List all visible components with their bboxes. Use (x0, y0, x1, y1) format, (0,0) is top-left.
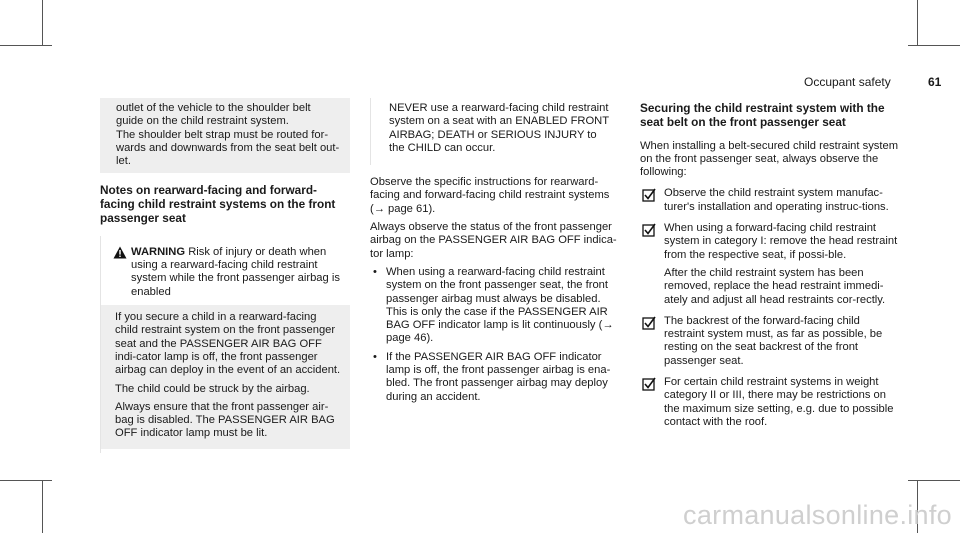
body-text (370, 176, 622, 404)
crop-mark (42, 0, 43, 46)
intro-text: When installing a belt-secured child restraint system on the front passenger seat, always observe the following: (640, 139, 899, 179)
warning-continued (370, 98, 622, 165)
checkbox-checked-icon (642, 316, 656, 330)
paragraph: Observe the specific instructions for rearward-facing and forward-facing child restraint systems (→ page 61). (370, 176, 610, 215)
checklist-item (640, 376, 902, 429)
list-item (370, 266, 622, 346)
checkbox-checked-icon (642, 377, 656, 391)
section-heading: Notes on rearward-facing and forward-facing child restraint systems on the front passenger seat (100, 183, 336, 226)
continued-instruction (100, 98, 350, 173)
checklist-text: When using a forward-facing child restraint system in category I: remove the head restraint from the respective seat, if possi-ble. (664, 222, 898, 261)
column-middle (370, 98, 622, 409)
continued-text: The shoulder belt strap must be routed for-wards and downwards from the seat belt out-let. (116, 128, 340, 168)
crop-mark (908, 480, 960, 481)
warning-paragraph: Always ensure that the front passenger air-bag is disabled. The PASSENGER AIR BAG OFF indicator lamp must be lit. (115, 400, 335, 440)
crop-mark (0, 45, 52, 46)
column-left (100, 98, 350, 453)
checklist-text: The backrest of the forward-facing child restraint system must, as far as possible, be resting on the seat backrest of the front passenger seat. (664, 314, 883, 367)
list-item (370, 351, 622, 404)
list-item-text: If the PASSENGER AIR BAG OFF indicator lamp is off, the front passenger airbag is ena-bled. The front passenger airbag may deploy during an accident. (386, 350, 611, 403)
crop-mark (917, 0, 918, 46)
warning-header (101, 236, 350, 305)
paragraph: Always observe the status of the front passenger airbag on the PASSENGER AIR BAG OFF indica-tor lamp: (370, 221, 617, 260)
checkbox-checked-icon (642, 188, 656, 202)
crop-mark (908, 45, 960, 46)
checklist-text: For certain child restraint systems in weight category II or III, there may be restrictions on the maximum size setting, e.g. due to possible contact with the roof. (664, 376, 894, 428)
bullet-list (370, 266, 622, 404)
watermark: carmanualsonline.info (683, 500, 952, 530)
bullet-icon: • (373, 265, 377, 278)
warning-body (101, 305, 350, 449)
crop-mark (42, 480, 43, 533)
list-item-text: When using a rearward-facing child restraint system on the front passenger seat, the front passenger airbag must always be disabled. This is only the case if the PASSENGER AIR BAG OFF indicator lamp is lit continuously (→ page 46). (386, 265, 614, 345)
checklist-item (640, 315, 902, 368)
section-heading: Securing the child restraint system with the seat belt on the front passenger seat (640, 101, 885, 129)
checklist-text: Observe the child restraint system manufac-turer's installation and operating instruc-tions. (664, 187, 889, 213)
section-title: Occupant safety (804, 75, 891, 89)
warning-box (100, 236, 350, 453)
continued-text: outlet of the vehicle to the shoulder belt guide on the child restraint system. (116, 102, 311, 128)
warning-paragraph: If you secure a child in a rearward-facing child restraint system on the front passenger seat and the PASSENGER AIR BAG OFF indi-cator lamp is off, the front passenger airbag can deploy in the event of an accident. (115, 311, 341, 377)
checkbox-checked-icon (642, 223, 656, 237)
checklist-item (640, 222, 902, 307)
warning-lead (131, 246, 342, 299)
checklist-text: After the child restraint system has been removed, replace the head restraint immedi-ately and adjust all head restraints cor-rectly. (664, 266, 886, 306)
warning-paragraph: The child could be struck by the airbag. (115, 382, 310, 395)
bullet-icon: • (373, 350, 377, 363)
intro (640, 140, 902, 180)
warning-continued-text: NEVER use a rearward-facing child restraint system on a seat with an ENABLED FRONT AIRBAG; DEATH or SERIOUS INJURY to the CHILD can occur. (389, 102, 609, 154)
page-number: 61 (928, 75, 942, 89)
column-right (640, 98, 902, 437)
crop-mark (0, 480, 52, 481)
warning-lead-text: Risk of injury or death when using a rearward-facing child restraint system while the front passenger airbag is enabled (131, 245, 340, 298)
warning-label: WARNING (131, 245, 186, 258)
checklist-item (640, 187, 902, 214)
warning-triangle-icon (113, 246, 127, 259)
